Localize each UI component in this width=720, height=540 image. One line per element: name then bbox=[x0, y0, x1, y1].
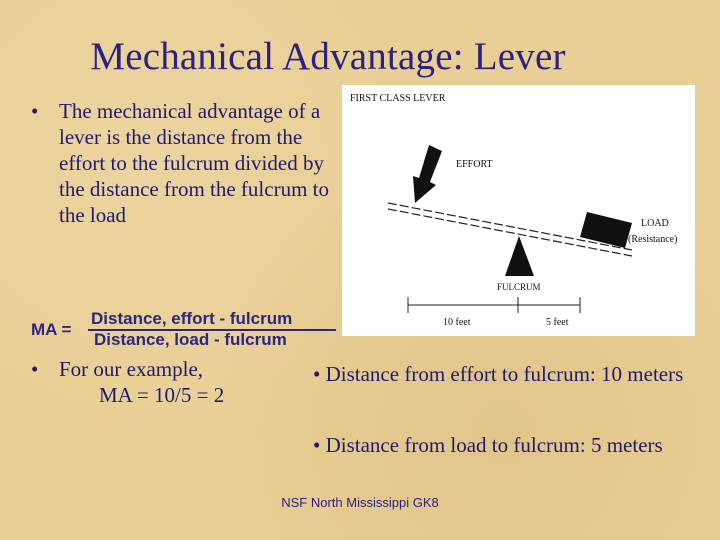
formula-numerator: Distance, effort - fulcrum bbox=[91, 309, 293, 328]
fulcrum-triangle bbox=[505, 236, 534, 276]
example-line-2: MA = 10/5 = 2 bbox=[99, 383, 225, 407]
bullet-text: The mechanical advantage of a lever is the distance from the effort to the fulcrum divided by the distance from the fulcrum to the load bbox=[59, 99, 329, 227]
slide-title: Mechanical Advantage: Lever bbox=[90, 35, 566, 78]
fulcrum-label: FULCRUM bbox=[497, 282, 541, 292]
bullet-text: Distance from load to fulcrum: 5 meters bbox=[325, 433, 663, 457]
bullet-example bbox=[31, 356, 299, 408]
diagram-heading: FIRST CLASS LEVER bbox=[350, 93, 446, 104]
bullet-dot: • bbox=[313, 362, 321, 386]
resistance-label: (Resistance) bbox=[628, 234, 678, 245]
ma-formula bbox=[31, 309, 336, 349]
example-line-1: For our example, bbox=[59, 357, 204, 381]
distance-left-label: 10 feet bbox=[443, 317, 471, 328]
load-box bbox=[580, 212, 632, 248]
load-label: LOAD bbox=[641, 218, 669, 229]
bullet-effort-distance bbox=[313, 360, 703, 388]
bullet-dot: • bbox=[31, 99, 39, 123]
effort-label: EFFORT bbox=[456, 159, 493, 170]
bullet-text: Distance from effort to fulcrum: 10 meters bbox=[325, 362, 684, 386]
distance-right-label: 5 feet bbox=[546, 317, 569, 328]
effort-arrow bbox=[413, 145, 442, 203]
formula-lhs: MA = bbox=[31, 320, 72, 339]
distance-bracket bbox=[408, 297, 580, 313]
bullet-dot: • bbox=[31, 357, 39, 381]
bullet-load-distance bbox=[313, 431, 718, 459]
bullet-ma-definition bbox=[31, 98, 329, 228]
footer-credit: NSF North Mississippi GK8 bbox=[281, 495, 439, 510]
bullet-dot: • bbox=[313, 433, 321, 457]
formula-denominator: Distance, load - fulcrum bbox=[94, 330, 287, 349]
lever-diagram bbox=[342, 85, 695, 336]
